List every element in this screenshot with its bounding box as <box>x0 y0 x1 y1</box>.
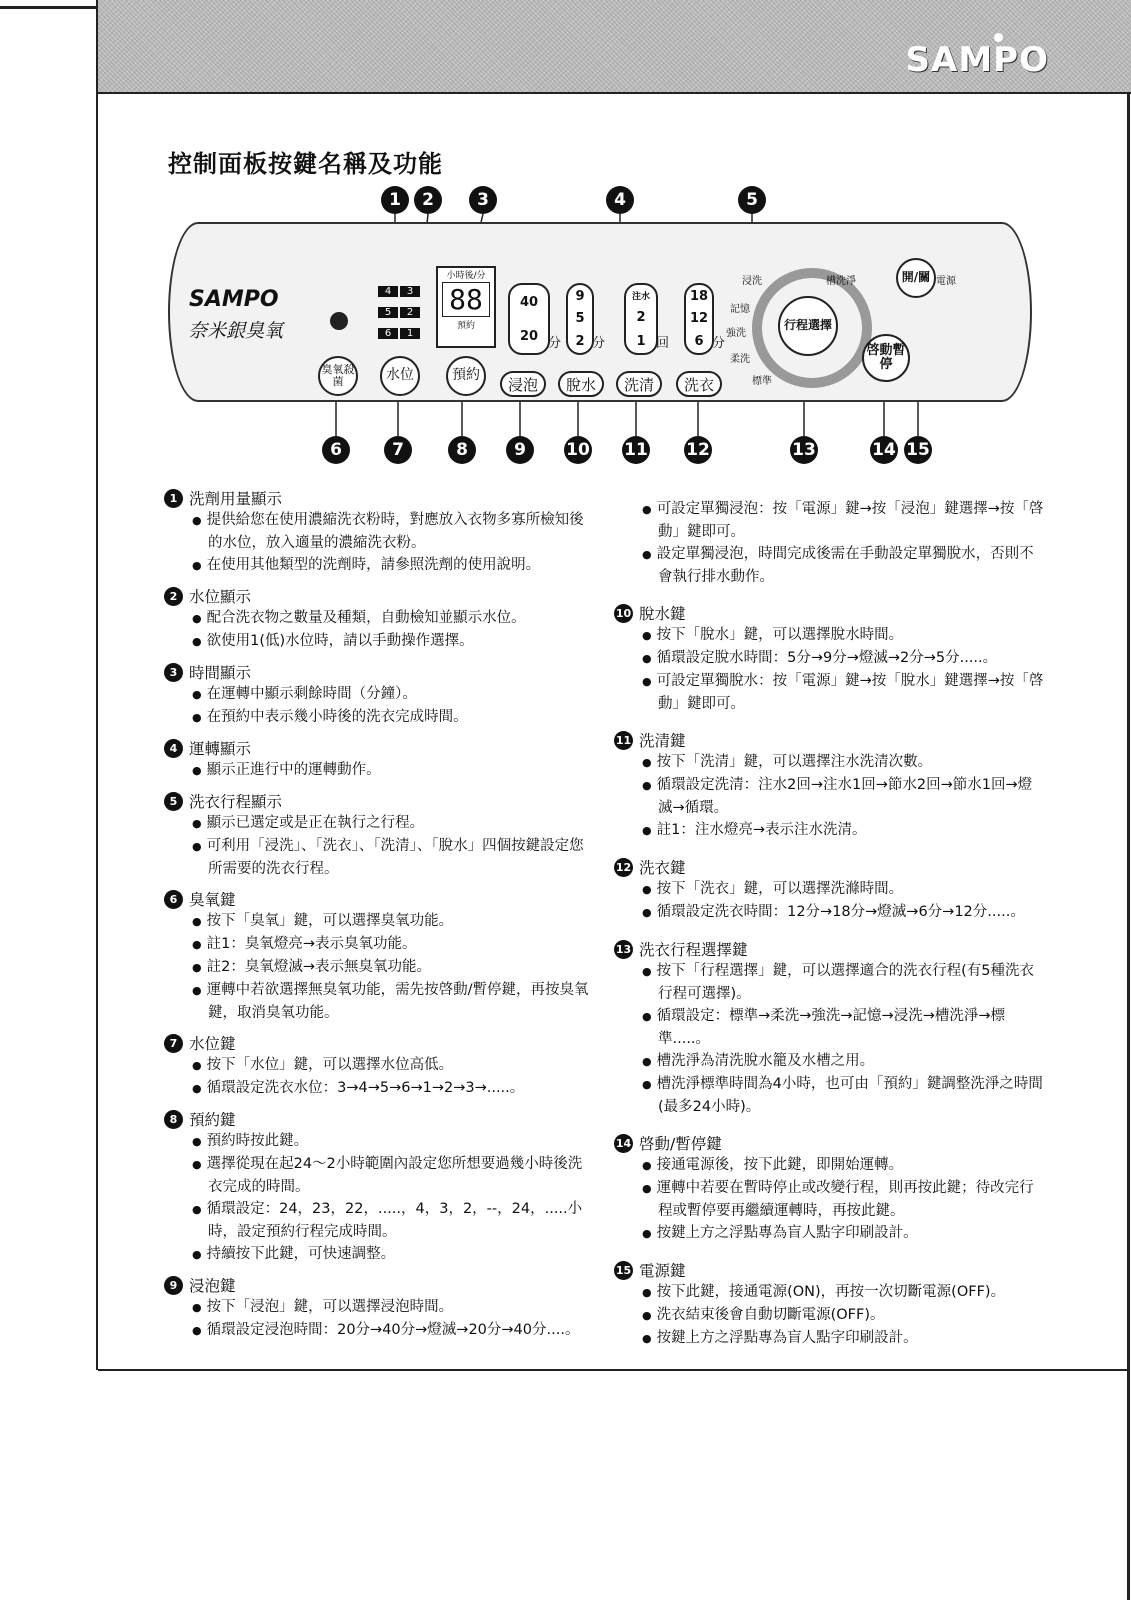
program-soak-wash: 浸洗 <box>742 276 762 287</box>
bullet-item: ● 循環設定洗清：注水2回→注水1回→節水2回→節水1回→燈滅→循環。 <box>640 774 1044 819</box>
section-heading <box>614 938 1044 960</box>
section-heading <box>614 1259 1044 1281</box>
bullet-item: ● 選擇從現在起24～2小時範圍內設定您所想要過幾小時後洗衣完成的時間。 <box>190 1153 594 1198</box>
rinse-unit: 回 <box>656 336 670 351</box>
bullet-item: ● 循環設定脫水時間：5分→9分→燈滅→2分→5分.....。 <box>640 647 1044 670</box>
water-level-1: 1 <box>400 328 420 339</box>
callout-8: 8 <box>448 436 476 464</box>
section-heading <box>164 790 594 812</box>
right-section-12 <box>614 856 1044 924</box>
section-title: 時間顯示 <box>189 664 252 682</box>
program-tub-clean: 槽洗淨 <box>826 276 856 287</box>
reserve-label: 預約 <box>456 321 475 331</box>
bullet-item: ● 在預約中表示幾小時後的洗衣完成時間。 <box>190 706 594 729</box>
rinse-fill-label: 注水 <box>631 292 650 303</box>
rinse-value-2: 2 <box>636 310 646 326</box>
callout-10: 10 <box>564 436 592 464</box>
bullet-item: ● 註1：注水燈亮→表示注水洗清。 <box>640 819 1044 842</box>
wash-button[interactable]: 洗衣 <box>676 371 722 397</box>
section-title: 脫水鍵 <box>639 605 686 623</box>
soak-unit: 分 <box>548 336 562 351</box>
section-number: 14 <box>614 1134 633 1153</box>
section-title: 水位顯示 <box>189 588 252 606</box>
bullet-item: ● 接通電源後，按下此鍵，即開始運轉。 <box>640 1154 1044 1177</box>
callout-7: 7 <box>384 436 412 464</box>
panel-logo: SAMPO <box>189 287 279 312</box>
section-heading <box>164 585 594 607</box>
spin-value-5: 5 <box>575 311 585 327</box>
right-section-11 <box>614 729 1044 842</box>
left-section-5 <box>164 790 594 880</box>
callout-14: 14 <box>870 436 898 464</box>
brand-logo: SAMPO <box>905 40 1049 80</box>
soak-value-40: 40 <box>519 294 539 310</box>
water-level-4: 4 <box>378 286 398 297</box>
bullet-item: ● 設定單獨浸泡，時間完成後需在手動設定單獨脫水，否則不會執行排水動作。 <box>640 543 1044 588</box>
section-heading <box>164 1032 594 1054</box>
callout-5: 5 <box>738 186 766 214</box>
panel-logo-sub: 奈米銀臭氧 <box>188 320 284 342</box>
right-border-line <box>1127 0 1130 1600</box>
callout-11: 11 <box>622 436 650 464</box>
bullet-item: ● 註2：臭氧燈滅→表示無臭氧功能。 <box>190 956 594 979</box>
time-display <box>436 266 496 348</box>
wash-value-6: 6 <box>694 334 704 350</box>
rinse-button[interactable]: 洗清 <box>616 371 662 397</box>
water-level-3: 3 <box>400 286 420 297</box>
section-title: 洗衣行程選擇鍵 <box>639 941 748 959</box>
left-section-4 <box>164 737 594 782</box>
bullet-item: ● 顯示已選定或是正在執行之行程。 <box>190 812 594 835</box>
section-title: 運轉顯示 <box>189 740 252 758</box>
water-level-5: 5 <box>378 307 398 318</box>
wash-value-12: 12 <box>689 311 709 327</box>
wash-time-display <box>684 283 714 355</box>
section-heading <box>164 888 594 910</box>
section-heading <box>164 661 594 683</box>
bullet-item: ● 提供給您在使用濃縮洗衣粉時，對應放入衣物多寡所檢知後的水位，放入適量的濃縮洗衣粉。 <box>190 509 594 554</box>
bullet-item: ● 在使用其他類型的洗劑時，請參照洗劑的使用說明。 <box>190 554 594 577</box>
section-heading <box>614 1132 1044 1154</box>
bullet-item: ● 預約時按此鍵。 <box>190 1130 594 1153</box>
time-label: 小時後/分 <box>446 271 486 281</box>
rinse-value-1: 1 <box>636 333 646 349</box>
power-button[interactable]: 開/關 <box>896 258 936 298</box>
callout-4: 4 <box>606 186 634 214</box>
section-number: 4 <box>164 739 183 758</box>
section-heading <box>614 729 1044 751</box>
section-number: 13 <box>614 940 633 959</box>
spin-value-9: 9 <box>575 288 585 304</box>
section-heading <box>164 1108 594 1130</box>
ozone-indicator <box>330 312 348 330</box>
soak-value-20: 20 <box>519 328 539 344</box>
bullet-item: ● 按下「行程選擇」鍵，可以選擇適合的洗衣行程(有5種洗衣行程可選擇)。 <box>640 960 1044 1005</box>
right-section-13 <box>614 938 1044 1118</box>
bottom-rule <box>98 1369 1128 1371</box>
bullet-item: ● 循環設定浸泡時間：20分→40分→燈滅→20分→40分....。 <box>190 1319 594 1342</box>
spin-time-display <box>566 283 594 355</box>
right-section-14 <box>614 1132 1044 1245</box>
bullet-item: ● 按下「洗衣」鍵，可以選擇洗滌時間。 <box>640 878 1044 901</box>
page-title: 控制面板按鍵名稱及功能 <box>168 150 443 178</box>
left-section-3 <box>164 661 594 729</box>
bullet-item: ● 按下「洗清」鍵，可以選擇注水洗清次數。 <box>640 751 1044 774</box>
bullet-item: ● 按鍵上方之浮點專為盲人點字印刷設計。 <box>640 1222 1044 1245</box>
bullet-item: ● 可設定單獨脫水：按「電源」鍵→按「脫水」鍵選擇→按「啓動」鍵即可。 <box>640 670 1044 715</box>
callout-13: 13 <box>790 436 818 464</box>
bullet-item: ● 按下此鍵，接通電源(ON)，再按一次切斷電源(OFF)。 <box>640 1281 1044 1304</box>
callout-15: 15 <box>904 436 932 464</box>
bullet-item: ● 循環設定：24，23，22，.....，4，3，2，--，24，.....小時，設定預約行程完成時間。 <box>190 1198 594 1243</box>
spin-unit: 分 <box>592 336 606 351</box>
bullet-item: ● 循環設定：標準→柔洗→強洗→記憶→浸洗→槽洗淨→標準.....。 <box>640 1005 1044 1050</box>
section-title: 電源鍵 <box>639 1262 686 1280</box>
right-column <box>614 498 1044 1350</box>
wash-unit: 分 <box>712 336 726 351</box>
callout-2: 2 <box>414 186 442 214</box>
bullet-item: ● 洗衣結束後會自動切斷電源(OFF)。 <box>640 1304 1044 1327</box>
soak-time-display <box>508 283 550 355</box>
program-standard: 標準 <box>752 376 772 387</box>
section-number: 6 <box>164 890 183 909</box>
bullet-item: ● 按下「浸泡」鍵，可以選擇浸泡時間。 <box>190 1296 594 1319</box>
section-title: 臭氧鍵 <box>189 891 236 909</box>
soak-button[interactable]: 浸泡 <box>500 371 546 397</box>
water-level-2: 2 <box>400 307 420 318</box>
right-section-10 <box>614 602 1044 715</box>
section-number: 7 <box>164 1034 183 1053</box>
spin-button[interactable]: 脫水 <box>558 371 604 397</box>
left-section-9 <box>164 1274 594 1342</box>
left-section-1 <box>164 487 594 577</box>
section-heading <box>164 1274 594 1296</box>
water-level-button[interactable]: 水位 <box>380 356 420 396</box>
bullet-item: ● 槽洗淨為清洗脫水籠及水槽之用。 <box>640 1050 1044 1073</box>
section-title: 水位鍵 <box>189 1035 236 1053</box>
callout-12: 12 <box>684 436 712 464</box>
section-title: 洗衣行程顯示 <box>189 793 283 811</box>
bullet-item: ● 顯示正進行中的運轉動作。 <box>190 759 594 782</box>
bullet-item: ● 按下「水位」鍵，可以選擇水位高低。 <box>190 1054 594 1077</box>
bullet-item: ● 按下「臭氧」鍵，可以選擇臭氧功能。 <box>190 910 594 933</box>
bullet-item: ● 運轉中若要在暫時停止或改變行程，則再按此鍵；待改完行程或暫停要再繼續運轉時，再按此鍵。 <box>640 1177 1044 1222</box>
power-label: 電源 <box>936 276 956 287</box>
reserve-button[interactable]: 預約 <box>446 356 486 396</box>
section-number: 11 <box>614 731 633 750</box>
program-strong: 強洗 <box>726 328 746 339</box>
section-title: 預約鍵 <box>189 1111 236 1129</box>
program-select-button[interactable]: 行程選擇 <box>778 296 838 356</box>
section-number: 15 <box>614 1261 633 1280</box>
bullet-item: ● 可利用「浸洗」、「洗衣」、「洗清」、「脫水」四個按鍵設定您所需要的洗衣行程。 <box>190 835 594 880</box>
section-number: 2 <box>164 587 183 606</box>
bullet-item: ● 在運轉中顯示剩餘時間（分鐘）。 <box>190 683 594 706</box>
section-title: 洗清鍵 <box>639 732 686 750</box>
section-number: 5 <box>164 792 183 811</box>
section-heading <box>614 602 1044 624</box>
water-level-6: 6 <box>378 328 398 339</box>
section-title: 啓動/暫停鍵 <box>639 1135 722 1153</box>
water-level-indicators <box>378 286 422 339</box>
soak-continued <box>614 498 1044 588</box>
section-number: 9 <box>164 1276 183 1295</box>
section-title: 洗衣鍵 <box>639 859 686 877</box>
spin-value-2: 2 <box>575 334 585 350</box>
bullet-item: ● 配合洗衣物之數量及種類，自動檢知並顯示水位。 <box>190 607 594 630</box>
bullet-item: ● 可設定單獨浸泡：按「電源」鍵→按「浸泡」鍵選擇→按「啓動」鍵即可。 <box>640 498 1044 543</box>
bullet-item: ● 持續按下此鍵，可快速調整。 <box>190 1243 594 1266</box>
bullet-item: ● 槽洗淨標準時間為4小時，也可由「預約」鍵調整洗淨之時間(最多24小時)。 <box>640 1073 1044 1118</box>
left-section-6 <box>164 888 594 1024</box>
bullet-item: ● 循環設定洗衣時間：12分→18分→燈滅→6分→12分.....。 <box>640 901 1044 924</box>
bullet-item: ● 循環設定洗衣水位：3→4→5→6→1→2→3→.....。 <box>190 1077 594 1100</box>
time-digits: 88 <box>442 282 490 317</box>
bullet-item: ● 註1：臭氧燈亮→表示臭氧功能。 <box>190 933 594 956</box>
section-title: 洗劑用量顯示 <box>189 490 283 508</box>
left-section-2 <box>164 585 594 653</box>
ozone-button[interactable]: 臭氧殺菌 <box>318 356 358 396</box>
bullet-item: ● 欲使用1(低)水位時，請以手動操作選擇。 <box>190 630 594 653</box>
section-number: 1 <box>164 489 183 508</box>
left-column <box>164 487 594 1342</box>
callout-1: 1 <box>381 186 409 214</box>
bullet-item: ● 按鍵上方之浮點專為盲人點字印刷設計。 <box>640 1327 1044 1350</box>
bullet-item: ● 運轉中若欲選擇無臭氧功能，需先按啓動/暫停鍵，再按臭氧鍵，取消臭氧功能。 <box>190 979 594 1024</box>
left-section-8 <box>164 1108 594 1266</box>
program-gentle: 柔洗 <box>730 354 750 365</box>
callout-9: 9 <box>506 436 534 464</box>
top-rule <box>0 6 98 9</box>
wash-value-18: 18 <box>689 288 709 304</box>
section-heading <box>164 487 594 509</box>
right-section-15 <box>614 1259 1044 1350</box>
section-number: 8 <box>164 1110 183 1129</box>
section-heading <box>164 737 594 759</box>
callout-6: 6 <box>322 436 350 464</box>
start-pause-button[interactable]: 啓動暫停 <box>862 334 910 382</box>
left-section-7 <box>164 1032 594 1100</box>
program-memory: 記憶 <box>730 304 750 315</box>
section-heading <box>614 856 1044 878</box>
section-number: 3 <box>164 663 183 682</box>
section-number: 10 <box>614 604 633 623</box>
section-title: 浸泡鍵 <box>189 1277 236 1295</box>
section-number: 12 <box>614 858 633 877</box>
callout-3: 3 <box>469 186 497 214</box>
bullet-item: ● 按下「脫水」鍵，可以選擇脫水時間。 <box>640 624 1044 647</box>
rinse-display <box>624 283 658 355</box>
left-border-line <box>96 0 98 1370</box>
